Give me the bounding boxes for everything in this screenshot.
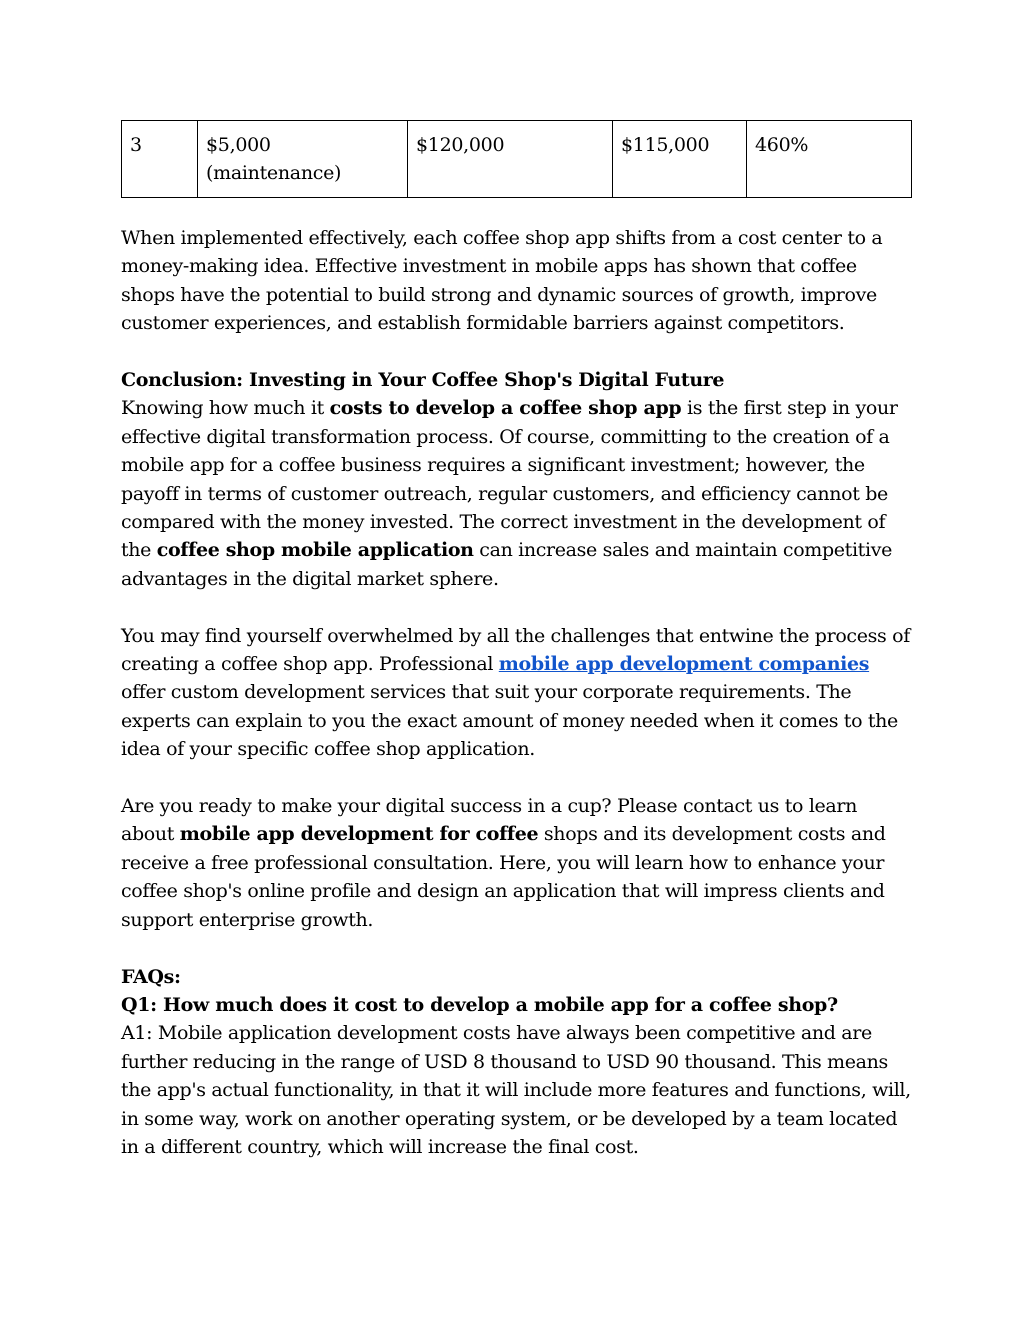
faq-question-1: Q1: How much does it cost to develop a mobile app for a coffee shop? [121,993,838,1016]
table-cell-year: 3 [122,121,198,198]
table-row [122,121,912,198]
bold-keyword: mobile app development for coffee [179,823,539,846]
conclusion-section [121,366,911,593]
table-cell-investment: $5,000 (maintenance) [198,121,408,198]
intro-paragraph: When implemented effectively, each coffee shop app shifts from a cost center to a money-making idea. Effective investment in mobile apps has shown that coffee shops have the potential to build strong and dynamic sources of growth, improve customer experiences, and establish formidable barriers against competitors. [121,227,883,335]
conclusion-bold-keyword: coffee shop mobile application [156,539,474,562]
faq-answer-1: A1: Mobile application development costs have always been competitive and are further reducing in the range of USD 8 thousand to USD 90 thousand. This means the app's actual functionality, in that it will include more features and functions, will, in some way, work on another operating system, or be developed by a team located in a different country, which will increase the final cost. [121,1022,911,1158]
paragraph-text: Are you ready to make your digital success in a cup? Please contact us to learn about [121,795,858,846]
table-cell-revenue: $120,000 [408,121,613,198]
faq-section [121,963,911,1162]
conclusion-heading: Conclusion: Investing in Your Coffee Shop's Digital Future [121,369,725,392]
conclusion-text: Knowing how much it [121,397,330,420]
document-body [121,224,911,1161]
mobile-app-development-companies-link[interactable]: mobile app development companies [498,653,870,676]
roi-table [121,120,912,198]
document-page [121,120,911,1190]
table-cell-roi: 460% [747,121,912,198]
paragraph-text: offer custom development services that suit your corporate requirements. The experts can explain to you the exact amount of money needed when it comes to the idea of your specific coffee shop application. [121,681,898,761]
development-companies-paragraph [121,622,911,764]
conclusion-bold-keyword: costs to develop a coffee shop app [329,397,682,420]
paragraph-text: You may find yourself overwhelmed by all the challenges that entwine the process of creating a coffee shop app. Professional [121,624,910,676]
contact-paragraph [121,792,911,934]
faq-heading: FAQs: [121,965,181,988]
conclusion-text: can increase sales and maintain competitive advantages in the digital market sphere. [121,539,892,590]
conclusion-text: is the first step in your effective digital transformation process. Of course, committing to the creation of a mobile app for a coffee business requires a significant investment; however, the payoff in terms of customer outreach, regular customers, and efficiency cannot be compared with the money invested. The correct investment in the development of the [121,397,898,562]
paragraph-text: shops and its development costs and receive a free professional consultation. Here, you will learn how to enhance your coffee shop's online profile and design an application that will impress clients and support enterprise growth. [121,823,886,931]
table-cell-net-gain: $115,000 [613,121,747,198]
